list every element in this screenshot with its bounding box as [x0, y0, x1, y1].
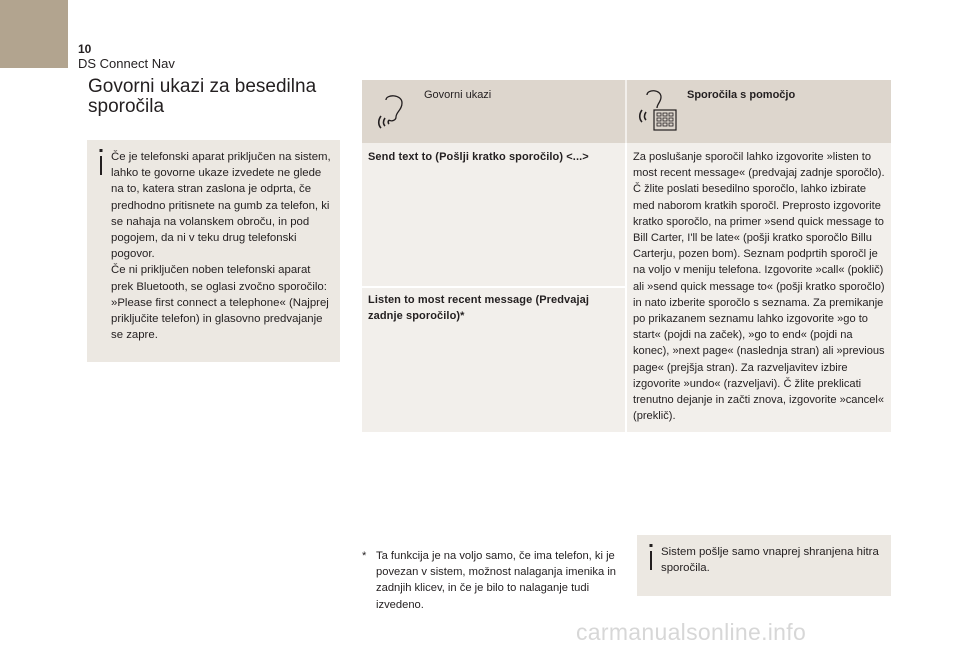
command-listen-message: Listen to most recent message (Predvajaj zadnje sporočilo)*	[368, 294, 590, 322]
info-box-connection	[87, 140, 340, 362]
info-paragraph: Če je telefonski aparat priključen na sistem, lahko te govorne ukaze izvedete ne glede na to, katera stran zaslona je odprta, če predhodno pritisnete na gumb za telefon, ki se nahaja na volanskem obroču, in pod pogojem, da ni v teku drug telefonski pogovor.	[111, 151, 331, 261]
info-box-quick-messages	[637, 535, 891, 596]
info-icon	[646, 544, 656, 570]
table-header-label: Govorni ukazi	[424, 89, 492, 101]
voice-command-icon	[372, 92, 412, 130]
page-title: Govorni ukazi za besedilna sporočila	[88, 76, 317, 117]
footnote	[362, 548, 624, 613]
table-header-label: Sporočila s pomočjo	[687, 89, 796, 101]
footnote-marker: *	[362, 550, 367, 562]
voice-phone-icon	[636, 88, 686, 134]
page-corner-tab	[0, 0, 68, 68]
info-text: Sistem pošlje samo vnaprej shranjena hitra sporočila.	[661, 546, 879, 575]
column-divider	[625, 143, 627, 432]
info-text	[111, 149, 334, 343]
watermark: carmanualsonline.info	[576, 619, 807, 645]
command-send-text: Send text to (Pošlji kratko sporočilo) <...>	[368, 151, 589, 163]
section-name: DS Connect Nav	[78, 56, 175, 71]
row-divider	[362, 286, 625, 288]
command-description: Za poslušanje sporočil lahko izgovorite »listen to most recent message« (predvajaj zadnje sporočlo). Č žlite poslati besedilno sporočlo, lahko izbirate med naborom kratkih sporočl. Preprosto izgovorite kratko sporočlo, na primer »send quick message to Bill Carter, I'll be late« (pošji kratko sporočlo Billu Carterju, pozen bom). Seznam podprtih sporočl je na voljo v meniju telefona. Izgovorite »call« (poklič) ali »send quick message to« (pošji kratko sporočlo) in nato izberite sporočlo s seznama. Za premikanje po prikazanem seznamu lahko izgovorite »go to start« (pojdi na začek), »go to end« (pojdi na konec), »next page« (naslednja stran) ali »previous page« (prejšja stran). Za razveljavitev izbire izgovorite »undo« (razveljavi). Č žlite preklicati trenutno dejanje in začti znova, izgovorite »cancel« (preklič).	[633, 151, 885, 423]
table-header-commands	[362, 80, 625, 143]
footnote-text: Ta funkcija je na voljo samo, če ima telefon, ki je povezan v sistem, možnost nalaganja imenika in zadnjih klicev, in če je bilo to nalaganje tudi izvedeno.	[376, 550, 617, 611]
info-paragraph: Če ni priključen noben telefonski aparat prek Bluetooth, se oglasi zvočno sporočilo: »Please first connect a telephone« (Najprej priključite telefon) in glasovno predvajanje se zapre.	[111, 264, 329, 342]
info-icon	[96, 149, 106, 175]
table-header-messages	[627, 80, 891, 143]
page-number: 10	[78, 42, 92, 56]
voice-commands-table	[362, 80, 891, 432]
